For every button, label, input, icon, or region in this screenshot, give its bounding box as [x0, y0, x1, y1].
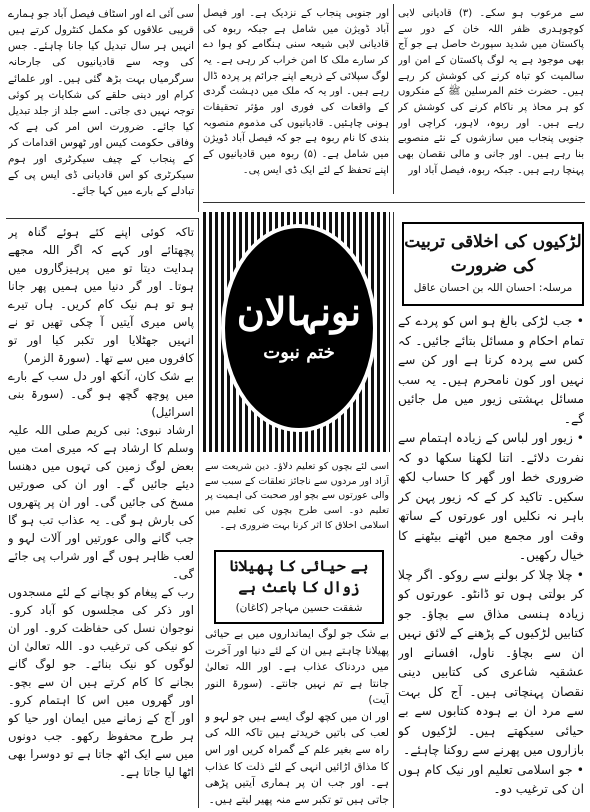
article-byline: مرسلہ: احسان اللہ بن احسان عاقل — [413, 282, 573, 294]
article-text: سی آئی اے اور اسٹاف فیصل آباد جو ہمارے قریبی علاقوں کو مکمل کنٹرول کرتے ہیں انہیں ہر سال تبدیل کیا جانا چاہئے۔ جس کی وجہ سے قادیانیوں کی جارحانہ سرگرمیاں بہت بڑھ گئی ہیں۔ اور علمائے کرام اور دینی حلقے کی شکایات پر کوئی توجہ نہیں دی جاتی۔ اسے جلد از جلد تبدیل کیا جائے۔ ضرورت اس امر کی ہے کہ وفاقی حکومت کیس اور ٹھوس اقدامات کر کے پنجاب کے چیف سیکرٹری اور ہوم سیکرٹری کو اس قادیانی ڈی ایس پی کے تبادلے کے بارے میں کہا جائے۔ — [8, 8, 194, 198]
article-body — [205, 626, 389, 808]
section-divider — [203, 202, 585, 203]
article-byline: شفقت حسین مہاجر (کاغان) — [235, 602, 363, 614]
top-column-middle — [203, 6, 389, 194]
column-divider — [393, 4, 394, 194]
article-heading: بے حیائی کا پھیلانا زوال کا باعث ہے — [229, 557, 369, 596]
top-column-left — [8, 6, 194, 214]
article-body — [398, 312, 584, 808]
masthead-logo — [221, 224, 377, 432]
column-divider — [198, 218, 199, 808]
article-text: تاکہ کوئی اپنے کئے ہوئے گناہ پر پچھتائے اور کہے کہ اگر اللہ مجھے ہدایت دیتا تو میں پرہیزگاروں میں ہوتا۔ اور گر دنیا میں ہمیں پھر جانا ہو تو ہم نیک کام کریں۔ ہاں تیرے پاس میری آیتیں آ چکی تھیں تو نے انہیں جھٹلایا اور تکبر کیا اور تو کافروں میں سے تھا۔ (سورۃ الزمر) بے شک کان، آنکھ اور دل سب کے بارے میں پوچھ گچھ ہو گی۔ (سورۃ بنی اسرائیل) ارشاد نبوی: نبی کریم صلی اللہ علیہ وسلم کا ارشاد ہے کہ میری امت میں بعض لوگ زمین کی تہوں میں دھنسا دیئے جائیں گے۔ اور ان کی صورتیں مسخ کی جائیں گی۔ اور ان پر پتھروں کی بارش ہو گی۔ یہ عذاب تب ہو گا جب گانے والی عورتیں اور آلات لہو و لعب ظاہر ہوں گے اور شراب پی جائے گی۔ رب کے پیغام کو بچانے کے لئے مسجدوں اور ذکر کی مجلسوں کو آباد کرو۔ نوجوان نسل کی حفاظت کرو۔ اور ان کو نیکی کی ترغیب دو۔ اللہ تعالیٰ ان لوگوں کو نیک بنائے۔ جو لوگ گانے بجانے کا کام کرتے ہیں ان سے بچو۔ اور گھروں میں اس کا اہتمام کرو۔ اور آج کے زمانے میں ایمان اور حیا کو ہر طرح محفوظ رکھو۔ جب دونوں میں سے ایک اٹھ جاتا ہے تو دوسرا بھی اٹھا لیا جاتا ہے۔ — [8, 225, 194, 779]
article-text: اسی لئے بچوں کو تعلیم دلاؤ۔ دین شریعت سے آزاد اور مردوں سے ناجائز تعلقات کے سبب سے والی عورتوں سے بچو اور صحبت کی اہمیت پر تعلیم دو۔ اسی طرح بچوں کی تعلیم میں اسلامی اخلاق کا اثر کرنا بہت ضروری ہے۔ — [205, 461, 389, 531]
masthead-subtitle: ختم نبوت — [263, 342, 335, 363]
article-text: • جب لڑکی بالغ ہو اس کو پردے کے تمام احکام و مسائل بتائے جائیں۔ کہ کس سے پردہ کرنا ہے اور کن سے نہیں اور کون نامحرم ہیں۔ یہ سب مسائل بہشتی زیور میں مل جائیں گے۔ • زیور اور لباس کے زیادہ اہتمام سے نفرت دلائے۔ اتنا لکھنا سکھا دو کہ ضروری خط اور گھر کا حساب لکھ سکیں۔ تاکید کر کے کہ زیور پہن کر باہر نہ نکلیں اور عورتوں کے ساتھ وقت اور مجمع میں اٹھنے بیٹھنے کا خیال رکھیں۔ • چلا چلا کر بولنے سے روکو۔ اگر چلا کر بولتی ہوں تو ڈانٹو۔ عورتوں کو زیادہ ہنسی مذاق سے بچاؤ۔ جو کتابیں لڑکیوں کے پڑھنے کے لائق نہیں ان سے بچاؤ۔ ناول، افسانے اور عشقیہ شاعری کی کتابیں دینی نقصان پہنچاتی ہیں۔ آج کل بہت سے مرد ان بے ہودہ کتابوں سے بے حیائی سیکھتے ہیں۔ لڑکیوں کو بازاروں میں پھرنے سے روکنا چاہئے۔ • جو اسلامی تعلیم اور نیک کام ہوں ان کی ترغیب دو۔ — [398, 314, 584, 796]
column-divider — [393, 212, 394, 808]
column-divider — [198, 4, 199, 212]
lower-column-left — [8, 224, 194, 808]
article-heading: لڑکیوں کی اخلاقی تربیت کی ضرورت — [404, 232, 582, 276]
lower-column-middle-top — [205, 460, 389, 540]
article-text: بے شک جو لوگ ایمانداروں میں بے حیائی پھیلانا چاہتے ہیں ان کے لئے دنیا اور آخرت میں دردناک عذاب ہے۔ اور اللہ تعالیٰ جانتا ہے تم نہیں جانتے۔ (سورۃ النور آیت) اور ان میں کچھ لوگ ایسے ہیں جو لہو و لعب کی باتیں خریدتے ہیں تاکہ اللہ کی راہ سے بغیر علم کے گمراہ کریں اور اس کا مذاق اڑائیں انہی کے لئے ذلت کا عذاب ہے۔ اور جب ان پر ہماری آیتیں پڑھی جاتی ہیں تو تکبر سے منہ پھیر لیتے ہیں۔ — [205, 627, 389, 806]
article-heading-box — [402, 222, 584, 306]
article-text: اور جنوبی پنجاب کے نزدیک ہے۔ اور فیصل آباد ڈویژن میں شامل ہے جبکہ ربوہ کی قادیانی لابی شیعہ سنی ہنگامے کو ہوا دے کر سارے ملک کا امن خراب کر رہی ہے۔ یہ لوگ سپلائی کے ذریعے اپنے جرائم پر پردہ ڈال رہے ہیں۔ اور یہ کہ ملک میں دہشت گردی کے واقعات کی فوری اور مؤثر تحقیقات ہونی چاہئیں۔ قادیانیوں کی مذموم منصوبہ بندی کا نام ربوہ ہے جو کہ فیصل آباد ڈویژن میں شامل ہے۔ (۵) ربوہ میں قادیانیوں کے اپنے تحفظ کے لئے ایک ڈی ایس پی۔ — [203, 8, 389, 176]
masthead-block — [203, 212, 390, 452]
top-column-right — [398, 6, 584, 194]
article-heading-box — [214, 550, 384, 624]
masthead-title: نونہالان — [236, 289, 362, 334]
section-divider — [6, 218, 198, 219]
article-text: سے مرعوب ہو سکے۔ (۳) قادیانی لابی کوچوہدری ظفر اللہ خان کے دور سے پاکستان میں شدید سپورٹ حاصل ہے جو آج بھی موجود ہے یہ لوگ پاکستان کے امن اور سالمیت کو تباہ کرنے کی کوشش کر رہے ہیں۔ حضرت ختم المرسلین ﷺ کے منکروں کو ہر محاذ پر ناکام کرنے کی کوشش کر رہے ہیں۔ اور ربوہ، لاہور، کراچی اور جنوبی پنجاب میں سازشوں کے نئے منصوبے بنا رہے ہیں۔ اور جانی و مالی نقصان بھی پہنچا رہے ہیں۔ جبکہ ربوہ، فیصل آباد اور — [398, 8, 584, 176]
